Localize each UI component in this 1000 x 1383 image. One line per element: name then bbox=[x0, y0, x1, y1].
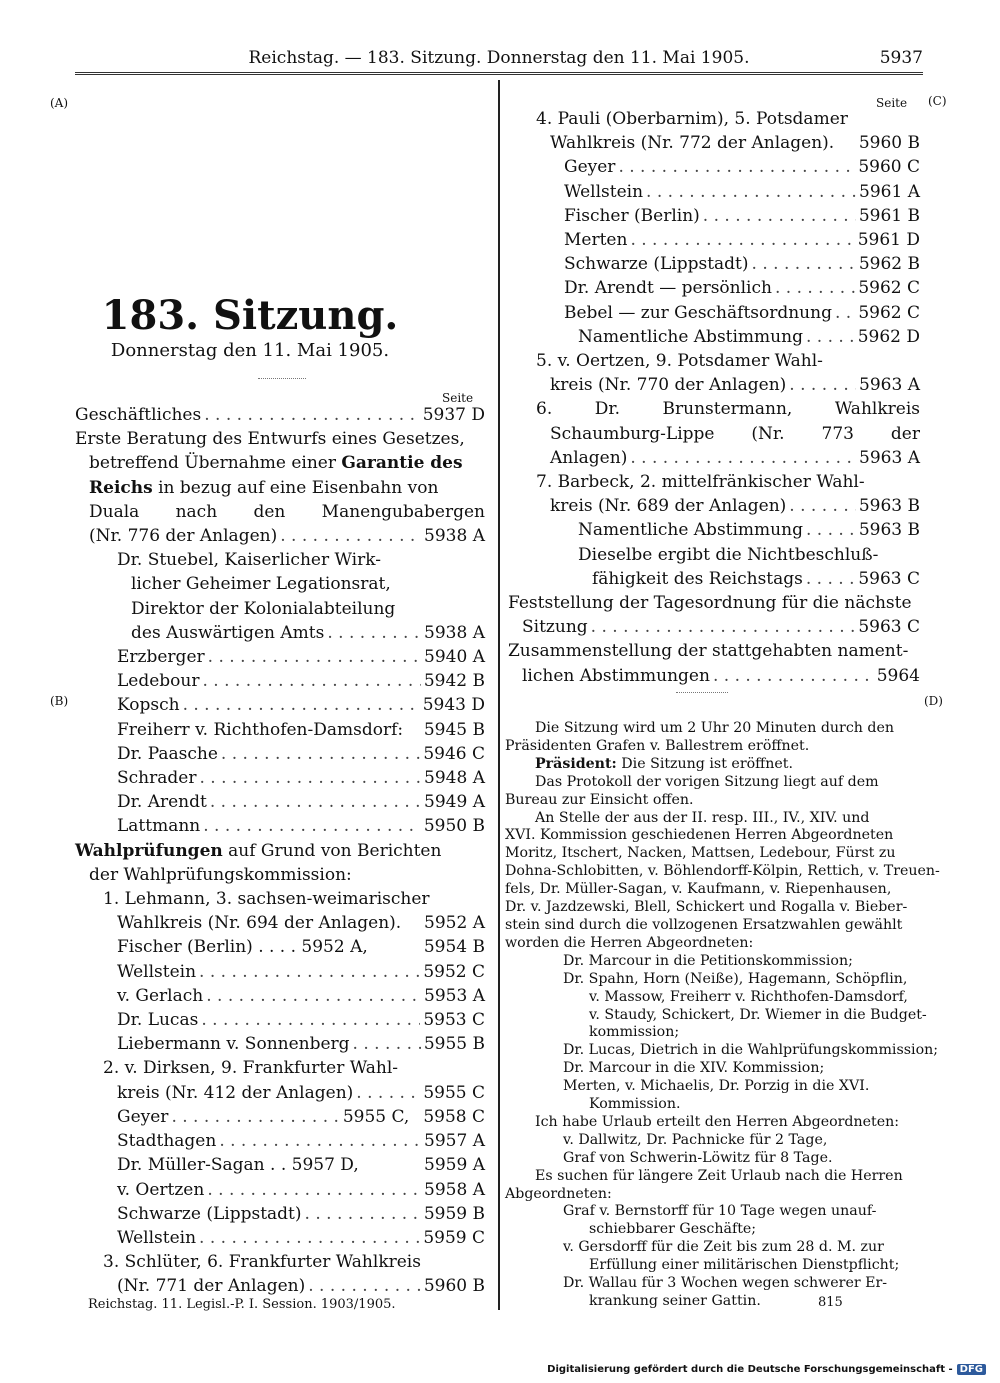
toc-entry bbox=[75, 1202, 485, 1226]
toc-entry bbox=[508, 373, 920, 397]
page-ref: 5958 A bbox=[424, 1179, 485, 1200]
toc-entry bbox=[75, 1178, 485, 1202]
page-ref: 5954 B bbox=[423, 937, 485, 958]
leader-dots bbox=[183, 693, 420, 717]
toc-entry-text: kreis (Nr. 412 der Anlagen) bbox=[117, 1082, 354, 1103]
page-ref: 5960 B bbox=[858, 133, 920, 154]
word: Wahlkreis bbox=[834, 399, 920, 420]
toc-entry-text: Namentliche Abstimmung bbox=[578, 520, 803, 541]
leader-dots bbox=[204, 403, 419, 427]
toc-entry bbox=[75, 645, 485, 669]
leader-dots bbox=[630, 228, 854, 252]
toc-entry-text: v. Gerlach bbox=[117, 985, 204, 1006]
toc-entry-text: Dr. Lucas bbox=[117, 1010, 199, 1031]
page-ref: 5950 B bbox=[423, 816, 485, 837]
toc-entry bbox=[75, 1274, 485, 1298]
page-ref: 5959 B bbox=[423, 1203, 485, 1224]
toc-entry bbox=[75, 403, 485, 427]
toc-entry-text: Schwarze (Lippstadt) bbox=[564, 254, 749, 275]
toc-entry bbox=[75, 960, 485, 984]
leader-dots bbox=[806, 567, 855, 591]
leader-dots bbox=[789, 373, 856, 397]
toc-entry-text: Geyer bbox=[117, 1106, 169, 1127]
funding-note bbox=[547, 1364, 986, 1375]
toc-entry bbox=[75, 1105, 485, 1129]
toc-entry-text: Zusammenstellung der stattgehabten nament- bbox=[508, 641, 909, 662]
header-rule bbox=[75, 72, 923, 75]
protocol-line: Merten, v. Michaelis, Dr. Porzig in die XVI. bbox=[563, 1078, 870, 1095]
toc-entry bbox=[75, 1129, 485, 1153]
toc-entry bbox=[75, 1081, 485, 1105]
toc-entry bbox=[508, 397, 920, 421]
toc-entry bbox=[75, 693, 485, 717]
page-ref: 5961 B bbox=[858, 205, 920, 226]
margin-mark-d: (D) bbox=[924, 694, 943, 708]
toc-entry bbox=[75, 1250, 485, 1274]
leader-dots bbox=[210, 790, 421, 814]
bold-text: Garantie des bbox=[341, 453, 463, 474]
leader-dots bbox=[203, 814, 421, 838]
leader-dots bbox=[221, 742, 420, 766]
toc-entry-text: Bebel — zur Geschäftsordnung bbox=[564, 302, 832, 323]
toc-entry bbox=[508, 228, 920, 252]
toc-entry-text: kreis (Nr. 689 der Anlagen) bbox=[550, 496, 787, 517]
leader-dots bbox=[630, 446, 856, 470]
protocol-line: Dr. Lucas, Dietrich in die Wahlprüfungskommission; bbox=[563, 1042, 939, 1059]
page-ref: 5964 bbox=[876, 665, 920, 686]
leader-dots bbox=[203, 669, 421, 693]
toc-entry bbox=[508, 252, 920, 276]
page-ref: 5953 A bbox=[424, 985, 485, 1006]
toc-entry bbox=[75, 476, 485, 500]
toc-entry-text: 7. Barbeck, 2. mittelfränkischer Wahl- bbox=[536, 472, 865, 493]
toc-entry-text: (Nr. 776 der Anlagen) bbox=[89, 526, 278, 547]
toc-left bbox=[75, 403, 485, 1299]
toc-entry-text: v. Oertzen bbox=[117, 1179, 205, 1200]
margin-mark-c: (C) bbox=[928, 94, 947, 108]
page-ref: 5959 A bbox=[424, 1155, 485, 1176]
protocol-text bbox=[505, 720, 940, 1311]
protocol-line: worden die Herren Abgeordneten: bbox=[505, 934, 754, 951]
leader-dots bbox=[171, 1105, 339, 1129]
page-ref: 5962 C bbox=[858, 278, 920, 299]
page-ref: 5938 A bbox=[424, 622, 485, 643]
leader-dots bbox=[219, 1129, 421, 1153]
seite-label-right: Seite bbox=[876, 96, 908, 110]
plain-text: betreffend Übernahme einer bbox=[89, 453, 342, 474]
toc-entry-text: kreis (Nr. 770 der Anlagen) bbox=[550, 375, 787, 396]
session-date: Donnerstag den 11. Mai 1905. bbox=[110, 340, 390, 361]
leader-dots bbox=[206, 984, 421, 1008]
toc-entry-text: 2. v. Dirksen, 9. Frankfurter Wahl- bbox=[103, 1058, 399, 1079]
toc-entry bbox=[75, 887, 485, 911]
separator-left bbox=[258, 378, 306, 379]
protocol-line: v. Gersdorff für die Zeit bis zum 28 d. M. zur bbox=[563, 1239, 884, 1256]
leader-dots bbox=[201, 1008, 420, 1032]
leader-dots bbox=[199, 766, 421, 790]
leader-dots bbox=[646, 180, 856, 204]
protocol-line: Das Protokoll der vorigen Sitzung liegt auf dem bbox=[535, 773, 879, 790]
page-ref: 5938 A bbox=[424, 526, 485, 547]
protocol-line: Erfüllung einer militärischen Dienstpflicht; bbox=[589, 1257, 900, 1274]
leader-dots bbox=[280, 524, 421, 548]
page-ref: 5962 C bbox=[858, 302, 920, 323]
page-ref: 5942 B bbox=[423, 671, 485, 692]
toc-entry-text: Freiherr v. Richthofen-Damsdorf: bbox=[117, 719, 404, 740]
toc-entry-text: lichen Abstimmungen bbox=[522, 665, 710, 686]
protocol-line: Es suchen für längere Zeit Urlaub nach die Herren bbox=[535, 1167, 903, 1184]
word: Manengubabergen bbox=[321, 501, 485, 522]
toc-entry bbox=[75, 597, 485, 621]
page-ref: 5960 C bbox=[858, 157, 920, 178]
toc-entry-text: 5. v. Oertzen, 9. Potsdamer Wahl- bbox=[536, 351, 823, 372]
word: 773 bbox=[821, 423, 854, 444]
page-ref: 5955 C, bbox=[342, 1106, 410, 1127]
leader-dots bbox=[703, 204, 856, 228]
toc-entry bbox=[508, 131, 920, 155]
toc-entry bbox=[508, 639, 920, 663]
toc-entry bbox=[75, 500, 485, 524]
toc-entry bbox=[508, 422, 920, 446]
toc-entry bbox=[75, 524, 485, 548]
toc-entry-text bbox=[89, 476, 485, 500]
dfg-logo: DFG bbox=[957, 1364, 986, 1375]
leader-dots bbox=[806, 518, 856, 542]
toc-entry bbox=[508, 204, 920, 228]
protocol-line: Bureau zur Einsicht offen. bbox=[505, 791, 694, 808]
word: Dr. bbox=[594, 399, 621, 420]
toc-entry bbox=[508, 494, 920, 518]
toc-entry-text: Merten bbox=[564, 230, 628, 251]
toc-entry-text: Anlagen) bbox=[550, 447, 628, 468]
protocol-line: XVI. Kommission geschiedenen Herren Abgeordneten bbox=[505, 827, 894, 844]
toc-entry-text: Kopsch bbox=[117, 695, 180, 716]
toc-entry bbox=[508, 180, 920, 204]
leader-dots bbox=[208, 645, 421, 669]
speaker-label: Präsident: bbox=[535, 755, 617, 772]
leader-dots bbox=[207, 1178, 421, 1202]
toc-entry-text: 3. Schlüter, 6. Frankfurter Wahlkreis bbox=[103, 1252, 421, 1273]
running-header bbox=[75, 48, 923, 74]
toc-entry-text: Fischer (Berlin) . . . . 5952 A, bbox=[117, 937, 368, 958]
page-ref: 5963 B bbox=[858, 520, 920, 541]
toc-entry-text: Liebermann v. Sonnenberg bbox=[117, 1034, 350, 1055]
protocol-text-run: Die Sitzung ist eröffnet. bbox=[616, 755, 793, 772]
protocol-line: stein sind durch die vollzogenen Ersatzwahlen gewählt bbox=[505, 916, 903, 933]
protocol-line: Dr. Marcour in die Petitionskommission; bbox=[563, 952, 853, 969]
toc-entry-text: Dr. Paasche bbox=[117, 743, 218, 764]
leader-dots bbox=[199, 1226, 420, 1250]
word: nach bbox=[175, 501, 218, 522]
toc-entry bbox=[508, 301, 920, 325]
toc-entry bbox=[508, 615, 920, 639]
toc-entry-text: 4. Pauli (Oberbarnim), 5. Potsdamer bbox=[536, 109, 848, 129]
toc-entry bbox=[75, 742, 485, 766]
word: Brunstermann, bbox=[662, 399, 793, 420]
toc-entry-text: Feststellung der Tagesordnung für die nächste bbox=[508, 593, 912, 614]
word: der bbox=[890, 423, 920, 444]
page-ref: 5955 C bbox=[423, 1082, 485, 1103]
toc-entry bbox=[508, 567, 920, 591]
leader-dots bbox=[775, 276, 855, 300]
toc-entry-text: Wahlkreis (Nr. 694 der Anlagen). bbox=[117, 913, 402, 934]
toc-entry bbox=[75, 1032, 485, 1056]
toc-entry-text: der Wahlprüfungskommission: bbox=[89, 864, 352, 885]
toc-entry-text: Sitzung bbox=[522, 617, 588, 638]
page-ref: 5958 C bbox=[423, 1106, 485, 1127]
word: den bbox=[253, 501, 286, 522]
protocol-line: Dr. v. Jazdzewski, Blell, Schickert und Rogalla v. Bieber- bbox=[505, 899, 908, 916]
toc-entry-text: (Nr. 771 der Anlagen) bbox=[117, 1276, 306, 1297]
leader-dots bbox=[789, 494, 856, 518]
page-ref: 5943 D bbox=[422, 695, 485, 716]
leader-dots bbox=[327, 621, 421, 645]
page-ref: 5952 C bbox=[423, 961, 485, 982]
protocol-line: v. Dallwitz, Dr. Pachnicke für 2 Tage, bbox=[563, 1131, 828, 1148]
toc-entry bbox=[75, 1008, 485, 1032]
protocol-line: Ich habe Urlaub erteilt den Herren Abgeordneten: bbox=[535, 1113, 900, 1130]
leader-dots bbox=[752, 252, 856, 276]
separator-right bbox=[676, 692, 728, 693]
page-ref: 5962 D bbox=[857, 326, 920, 347]
page-ref: 5959 C bbox=[423, 1227, 485, 1248]
funding-text: Digitalisierung gefördert durch die Deutsche Forschungsgemeinschaft - bbox=[547, 1364, 953, 1375]
toc-entry bbox=[75, 766, 485, 790]
leader-dots bbox=[353, 1032, 421, 1056]
toc-entry bbox=[75, 621, 485, 645]
toc-entry bbox=[75, 863, 485, 887]
protocol-line: Präsidenten Grafen v. Ballestrem eröffnet. bbox=[505, 737, 810, 754]
toc-entry bbox=[75, 1226, 485, 1250]
page-ref: 5945 B bbox=[423, 719, 485, 740]
session-heading: 183. Sitzung. bbox=[101, 292, 399, 339]
toc-entry-text bbox=[550, 422, 920, 446]
toc-entry bbox=[75, 669, 485, 693]
page-ref: 5960 B bbox=[423, 1276, 485, 1297]
toc-entry-text: 1. Lehmann, 3. sachsen-weimarischer bbox=[103, 889, 430, 910]
leader-dots bbox=[308, 1274, 421, 1298]
toc-entry-text: Dr. Müller-Sagan . . 5957 D, bbox=[117, 1155, 359, 1176]
toc-entry-text: Dr. Arendt — persönlich bbox=[564, 278, 772, 299]
protocol-line bbox=[505, 756, 915, 774]
toc-entry-text: licher Geheimer Legationsrat, bbox=[131, 574, 391, 595]
toc-entry bbox=[508, 107, 920, 131]
page-ref: 5948 A bbox=[424, 768, 485, 789]
protocol-line: Die Sitzung wird um 2 Uhr 20 Minuten durch den bbox=[535, 720, 895, 736]
page-ref: 5946 C bbox=[423, 743, 485, 764]
column-divider bbox=[498, 80, 500, 1310]
toc-entry-text: Wahlkreis (Nr. 772 der Anlagen). bbox=[550, 133, 835, 154]
toc-entry bbox=[508, 543, 920, 567]
page-ref: 5940 A bbox=[424, 647, 485, 668]
page-ref: 5963 B bbox=[858, 496, 920, 517]
toc-entry bbox=[75, 1056, 485, 1080]
protocol-line: Abgeordneten: bbox=[505, 1185, 612, 1202]
toc-entry bbox=[508, 349, 920, 373]
plain-text: in bezug auf eine Eisenbahn von bbox=[152, 477, 439, 498]
toc-entry-text: Wellstein bbox=[117, 961, 197, 982]
margin-mark-b: (B) bbox=[50, 694, 69, 708]
page-ref: 5957 A bbox=[424, 1131, 485, 1152]
protocol-line: Dohna-Schlobitten, v. Böhlendorff-Kölpin, Rettich, v. Treuen- bbox=[505, 863, 940, 880]
toc-entry-text bbox=[75, 839, 485, 863]
seite-label-left: Seite bbox=[442, 391, 474, 405]
bold-text: Reichs bbox=[89, 477, 153, 498]
margin-mark-a: (A) bbox=[50, 96, 69, 110]
page-ref: 5963 C bbox=[858, 568, 920, 589]
page-number: 5937 bbox=[879, 48, 923, 68]
plain-text: auf Grund von Berichten bbox=[222, 840, 442, 861]
toc-entry-text: Dieselbe ergibt die Nichtbeschluß- bbox=[578, 544, 879, 565]
footer-right: 815 bbox=[818, 1295, 843, 1310]
leader-dots bbox=[199, 960, 420, 984]
toc-entry bbox=[75, 935, 485, 959]
protocol-line: fels, Dr. Müller-Sagan, v. Kaufmann, v. Riepenhausen, bbox=[505, 881, 892, 898]
protocol-line: Dr. Spahn, Horn (Neiße), Hagemann, Schöpflin, bbox=[563, 970, 908, 987]
protocol-line: Graf v. Bernstorff für 10 Tage wegen unauf- bbox=[563, 1203, 877, 1220]
toc-entry bbox=[75, 427, 485, 451]
protocol-line: krankung seiner Gattin. bbox=[589, 1293, 761, 1309]
toc-entry bbox=[75, 548, 485, 572]
protocol-line: v. Massow, Freiherr v. Richthofen-Damsdorf, bbox=[589, 988, 908, 1005]
toc-entry-text bbox=[89, 500, 485, 524]
toc-entry-text: Wellstein bbox=[564, 181, 644, 202]
page-ref: 5963 C bbox=[858, 617, 920, 638]
word: 6. bbox=[536, 399, 553, 420]
toc-entry-text: Lattmann bbox=[117, 816, 201, 837]
toc-entry-text: Erste Beratung des Entwurfs eines Gesetzes, bbox=[75, 429, 465, 450]
toc-entry-text: Dr. Arendt bbox=[117, 792, 207, 813]
leader-dots bbox=[835, 301, 855, 325]
toc-entry-text: Geschäftliches bbox=[75, 405, 202, 425]
leader-dots bbox=[618, 155, 855, 179]
protocol-line: v. Staudy, Schickert, Dr. Wiemer in die Budget- bbox=[589, 1006, 927, 1023]
toc-entry-text: Dr. Stuebel, Kaiserlicher Wirk- bbox=[117, 550, 381, 571]
leader-dots bbox=[713, 664, 874, 688]
toc-entry bbox=[508, 155, 920, 179]
toc-entry-text: Schwarze (Lippstadt) bbox=[117, 1203, 302, 1224]
toc-entry bbox=[75, 572, 485, 596]
word: Schaumburg-Lippe bbox=[550, 423, 715, 444]
toc-entry-text: fähigkeit des Reichstags bbox=[592, 568, 803, 589]
toc-entry-text: Schrader bbox=[117, 768, 197, 789]
toc-entry bbox=[75, 911, 485, 935]
page-ref: 5953 C bbox=[423, 1010, 485, 1031]
page-ref: 5963 A bbox=[859, 447, 920, 468]
toc-entry bbox=[75, 814, 485, 838]
page-ref: 5961 D bbox=[857, 230, 920, 251]
toc-entry-text: Direktor der Kolonialabteilung bbox=[131, 598, 396, 619]
protocol-line: Dr. Wallau für 3 Wochen wegen schwerer Er- bbox=[563, 1275, 888, 1292]
protocol-line: Graf von Schwerin-Löwitz für 8 Tage. bbox=[563, 1149, 833, 1166]
protocol-line: kommission; bbox=[589, 1024, 680, 1041]
page-ref: 5961 A bbox=[859, 181, 920, 202]
protocol-line: An Stelle der aus der II. resp. III., IV., XIV. und bbox=[535, 809, 870, 826]
page-ref: 5949 A bbox=[424, 792, 485, 813]
toc-entry bbox=[508, 591, 920, 615]
toc-entry-text: Erzberger bbox=[117, 647, 205, 668]
protocol-line: schiebbarer Geschäfte; bbox=[589, 1221, 757, 1238]
toc-entry-text: des Auswärtigen Amts bbox=[131, 622, 325, 643]
page-ref: 5955 B bbox=[423, 1034, 485, 1055]
protocol-line: Kommission. bbox=[589, 1096, 681, 1113]
page-ref: 5952 A bbox=[424, 913, 485, 934]
header-title: Reichstag. — 183. Sitzung. Donnerstag den 11. Mai 1905. bbox=[248, 48, 750, 68]
protocol-line: Moritz, Itschert, Nacken, Mattsen, Ledebour, Fürst zu bbox=[505, 845, 896, 862]
toc-entry-text: Stadthagen bbox=[117, 1131, 217, 1152]
toc-entry-text: Geyer bbox=[564, 157, 616, 178]
word: (Nr. bbox=[751, 423, 785, 444]
toc-entry-text bbox=[536, 397, 920, 421]
toc-entry bbox=[508, 470, 920, 494]
toc-right bbox=[508, 107, 920, 688]
toc-entry bbox=[75, 984, 485, 1008]
page-ref: 5937 D bbox=[422, 405, 485, 425]
toc-entry bbox=[75, 1153, 485, 1177]
toc-entry bbox=[75, 839, 485, 863]
toc-entry bbox=[508, 446, 920, 470]
toc-entry bbox=[508, 325, 920, 349]
toc-entry-text: Wellstein bbox=[117, 1227, 197, 1248]
toc-entry bbox=[75, 790, 485, 814]
toc-entry-text: Ledebour bbox=[117, 671, 200, 692]
leader-dots bbox=[591, 615, 856, 639]
toc-entry bbox=[508, 518, 920, 542]
toc-entry-text bbox=[89, 451, 485, 475]
bold-text: Wahlprüfungen bbox=[75, 840, 223, 861]
leader-dots bbox=[356, 1081, 420, 1105]
toc-entry-text: Namentliche Abstimmung bbox=[578, 326, 803, 347]
protocol-line: Dr. Marcour in die XIV. Kommission; bbox=[563, 1060, 825, 1077]
toc-entry bbox=[75, 718, 485, 742]
footer-left: Reichstag. 11. Legisl.-P. I. Session. 1903/1905. bbox=[88, 1297, 396, 1312]
word: Duala bbox=[89, 501, 140, 522]
page-ref: 5962 B bbox=[858, 254, 920, 275]
toc-entry bbox=[75, 451, 485, 475]
page-ref: 5963 A bbox=[859, 375, 920, 396]
toc-entry-text: Fischer (Berlin) bbox=[564, 205, 700, 226]
leader-dots bbox=[806, 325, 855, 349]
toc-entry bbox=[508, 276, 920, 300]
toc-entry bbox=[508, 664, 920, 688]
leader-dots bbox=[305, 1202, 421, 1226]
